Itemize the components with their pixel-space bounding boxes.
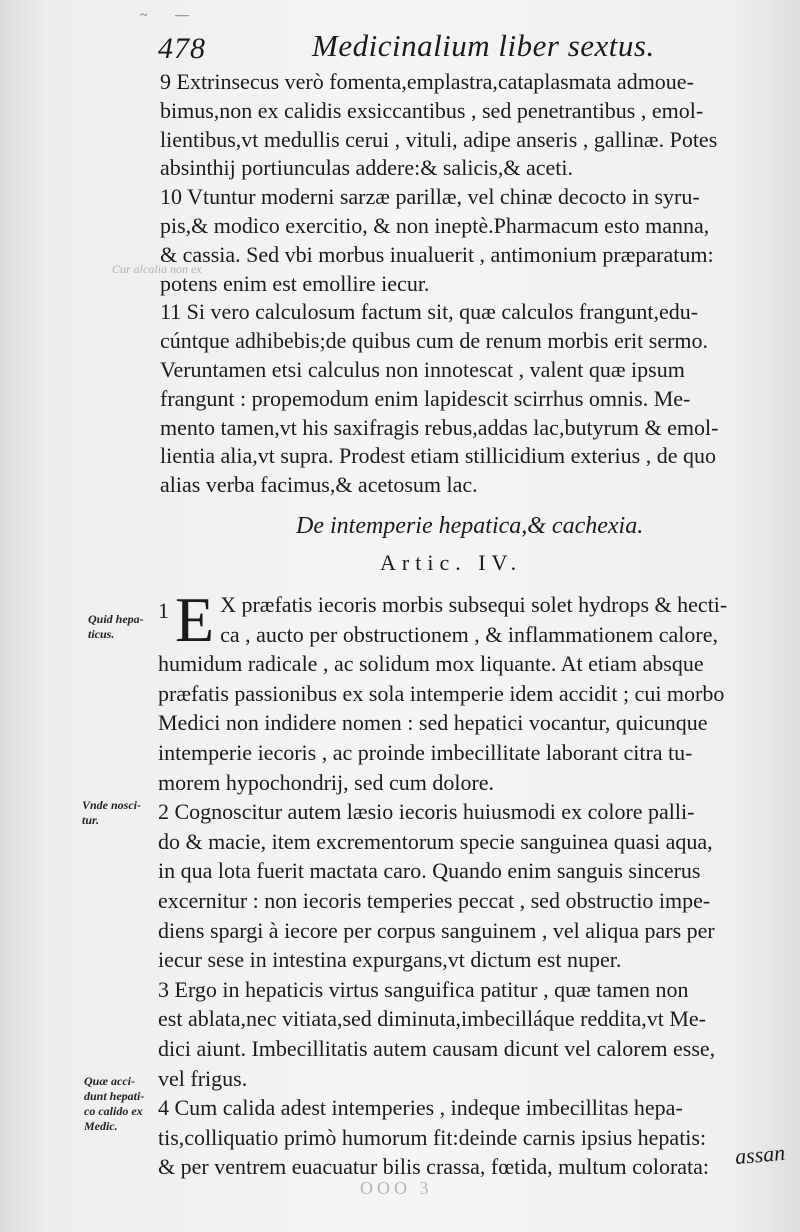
top-printer-marks: ~ — [140, 8, 202, 23]
text-line: 11 Si vero calculosum factum sit, quæ calculos frangunt,edu- [160, 299, 699, 325]
catchword: assan [733, 1139, 787, 1170]
text-line: frangunt : propemodum enim lapidescit scirrhus omnis. Me- [160, 385, 691, 411]
text-line: X præfatis iecoris morbis subsequi solet hydrops & hecti- [220, 592, 728, 617]
paragraph-1 [158, 584, 772, 797]
text-line: dici aiunt. Imbecillitatis autem causam dicunt vel calorem esse, [158, 1035, 716, 1061]
bleed-through-signature: OOO 3 [360, 1178, 433, 1198]
text-line: & cassia. Sed vbi morbus inualuerit , antimonium præparatum: [160, 241, 714, 267]
bleed-through-text: Cur alcalia non ex [112, 262, 202, 276]
running-title: Medicinalium liber sextus. [312, 28, 655, 63]
text-line: vel frigus. [158, 1065, 248, 1091]
paragraph-2 [158, 797, 772, 975]
text-line: 3 Ergo in hepaticis virtus sanguifica patitur , quæ tamen non [158, 976, 689, 1002]
text-line: cúntque adhibebis;de quibus cum de renum morbis erit sermo. [160, 328, 709, 354]
text-line: tis,colliquatio primò humorum fit:deinde carnis ipsius hepatis: [158, 1124, 707, 1150]
text-line: bimus,non ex calidis exsiccantibus , sed penetrantibus , emol- [160, 97, 704, 123]
margin-note-text: Vnde nosci- tur. [82, 798, 142, 827]
margin-note-text: Quid hepa- ticus. [88, 612, 144, 641]
margin-note-quae-accidunt [84, 1074, 144, 1134]
text-line: intemperie iecoris , ac proinde imbecillitate laborant citra tu- [158, 739, 693, 765]
text-line: excernitur : non iecoris temperies peccat , sed obstructio impe- [158, 887, 711, 913]
text-line: iecur sese in intestina expurgans,vt dictum est nuper. [158, 947, 622, 973]
text-line: 9 Extrinsecus verò fomenta,emplastra,cataplasmata admoue- [160, 69, 694, 94]
text-line: & per ventrem euacuatur bilis crassa, fœtida, multum colorata: [158, 1154, 710, 1180]
page-header [0, 24, 800, 72]
margin-note-quid-hepaticus [88, 612, 144, 642]
text-line: ca , aucto per obstructionem , & inflammationem calore, [220, 621, 718, 647]
text-line: diens spargi à iecore per corpus sanguinem , vel aliqua pars per [158, 917, 715, 943]
drop-cap: E [175, 584, 215, 655]
paragraph-3 [158, 975, 772, 1093]
text-line: do & macie, item excrementorum specie sanguinea quasi aqua, [158, 828, 713, 854]
text-line: potens enim est emollire iecur. [160, 270, 430, 296]
margin-note-text: Quæ acci- dunt hepati- co calido ex Medic. [84, 1074, 145, 1133]
article-heading: Artic. IV. [380, 550, 523, 575]
text-line: pis,& modico exercitio, & non ineptè.Pharmacum esto manna, [160, 212, 710, 238]
text-line: morem hypochondrij, sed cum dolore. [158, 769, 495, 795]
text-line: 2 Cognoscitur autem læsio iecoris huiusmodi ex colore palli- [158, 799, 695, 825]
text-line: Medici non indidere nomen : sed hepatici vocantur, quicunque [158, 710, 708, 736]
text-line: alias verba facimus,& acetosum lac. [160, 472, 478, 498]
text-line: lientia alia,vt supra. Prodest etiam stillicidium exterius , de quo [160, 443, 716, 469]
paragraph-number: 1 [158, 598, 169, 623]
margin-note-vnde-noscitur [82, 798, 141, 828]
text-line: est ablata,nec vitiata,sed diminuta,imbecilláque reddita,vt Me- [158, 1006, 706, 1032]
text-line: 10 Vtuntur moderni sarzæ parillæ, vel chinæ decocto in syru- [160, 184, 700, 210]
text-line: humidum radicale , ac solidum mox liquante. At etiam absque [158, 651, 704, 677]
article-text-block [158, 584, 772, 1182]
text-line: Veruntamen etsi calculus non innotescat , valent quæ ipsum [160, 356, 685, 382]
paragraph-4 [158, 1093, 772, 1182]
section-heading: De intemperie hepatica,& cachexia. [296, 513, 644, 539]
page-number: 478 [158, 32, 206, 65]
text-line: in qua lota fuerit mactata caro. Quando enim sanguis sincerus [158, 858, 701, 884]
upper-text-block [160, 68, 770, 500]
text-line: mento tamen,vt his saxifragis rebus,addas lac,butyrum & emol- [160, 414, 719, 440]
text-line: præfatis passionibus ex sola intemperie idem accidit ; cui morbo [158, 680, 725, 706]
text-line: absinthij portiunculas addere:& salicis,& aceti. [160, 155, 573, 181]
text-line: 4 Cum calida adest intemperies , indeque imbecillitas hepa- [158, 1095, 683, 1121]
text-line: lientibus,vt medullis cerui , vituli, adipe anseris , gallinæ. Potes [160, 126, 718, 152]
